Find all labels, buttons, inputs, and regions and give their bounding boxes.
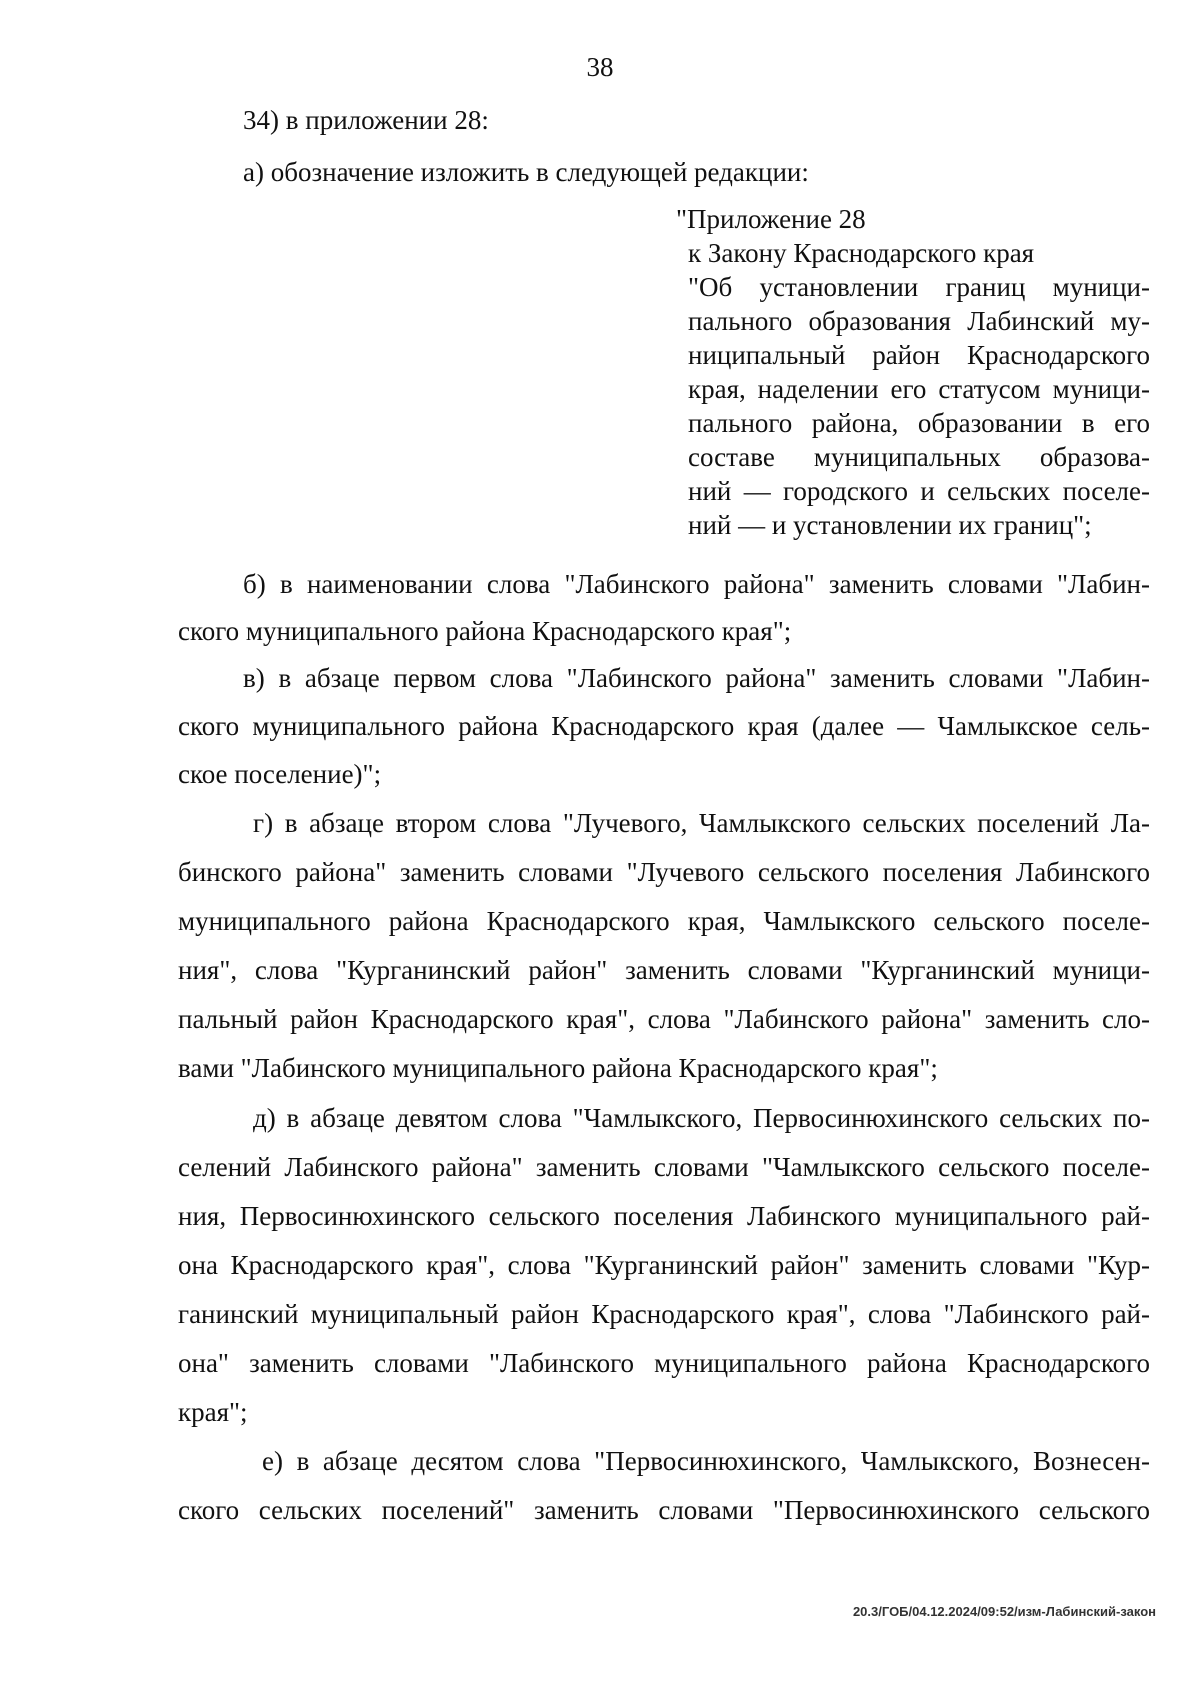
annex-line: пального образования Лабинский му- <box>688 306 1150 336</box>
annex-line: ний — городского и сельских поселе- <box>688 476 1150 506</box>
paragraph-d-line: ганинский муниципальный район Краснодарского края", слова "Лабинского рай- <box>178 1299 1150 1329</box>
annex-line: ниципальный район Краснодарского <box>688 340 1150 370</box>
paragraph-d-line: д) в абзаце девятом слова "Чамлыкского, Первосинюхинского сельских по- <box>253 1103 1150 1133</box>
page-number: 38 <box>586 52 614 82</box>
paragraph-v-line: ского муниципального района Краснодарского края (далее — Чамлыкское сель- <box>178 711 1150 741</box>
paragraph-d-line: она" заменить словами "Лабинского муниципального района Краснодарского <box>178 1348 1150 1378</box>
annex-line: края, наделении его статусом муници- <box>688 374 1150 404</box>
annex-line: к Закону Краснодарского края <box>688 238 1035 268</box>
paragraph-g-line: пальный район Краснодарского края", слова "Лабинского района" заменить сло- <box>178 1004 1150 1034</box>
list-item-34: 34) в приложении 28: <box>243 105 489 135</box>
paragraph-d-line: селений Лабинского района" заменить словами "Чамлыкского сельского поселе- <box>178 1152 1150 1182</box>
annex-line: пального района, образовании в его <box>688 408 1150 438</box>
paragraph-g-line: ния", слова "Курганинский район" заменить словами "Курганинский муници- <box>178 955 1150 985</box>
paragraph-d-line: края"; <box>178 1397 248 1427</box>
paragraph-b-line: ского муниципального района Краснодарского края"; <box>178 616 792 646</box>
document-footer-code: 20.3/ГОБ/04.12.2024/09:52/изм-Лабинский-закон <box>852 1604 1156 1619</box>
paragraph-g-line: г) в абзаце втором слова "Лучевого, Чамлыкского сельских поселений Ла- <box>253 808 1150 838</box>
paragraph-b-line: б) в наименовании слова "Лабинского района" заменить словами "Лабин- <box>243 569 1150 599</box>
paragraph-g-line: вами "Лабинского муниципального района Краснодарского края"; <box>178 1053 938 1083</box>
subitem-a: а) обозначение изложить в следующей редакции: <box>243 157 809 187</box>
paragraph-e-line: ского сельских поселений" заменить словами "Первосинюхинского сельского <box>178 1495 1150 1525</box>
paragraph-d-line: она Краснодарского края", слова "Курганинский район" заменить словами "Кур- <box>178 1250 1150 1280</box>
paragraph-d-line: ния, Первосинюхинского сельского поселения Лабинского муниципального рай- <box>178 1201 1150 1231</box>
annex-line: "Об установлении границ муници- <box>688 272 1150 302</box>
paragraph-v-line: в) в абзаце первом слова "Лабинского района" заменить словами "Лабин- <box>243 663 1150 693</box>
annex-line: составе муниципальных образова- <box>688 442 1150 472</box>
paragraph-e-line: е) в абзаце десятом слова "Первосинюхинского, Чамлыкского, Вознесен- <box>262 1446 1150 1476</box>
paragraph-g-line: муниципального района Краснодарского края, Чамлыкского сельского поселе- <box>178 906 1150 936</box>
paragraph-g-line: бинского района" заменить словами "Лучевого сельского поселения Лабинского <box>178 857 1150 887</box>
annex-line: "Приложение 28 <box>676 204 866 234</box>
paragraph-v-line: ское поселение)"; <box>178 759 382 789</box>
annex-line: ний — и установлении их границ"; <box>688 510 1092 540</box>
